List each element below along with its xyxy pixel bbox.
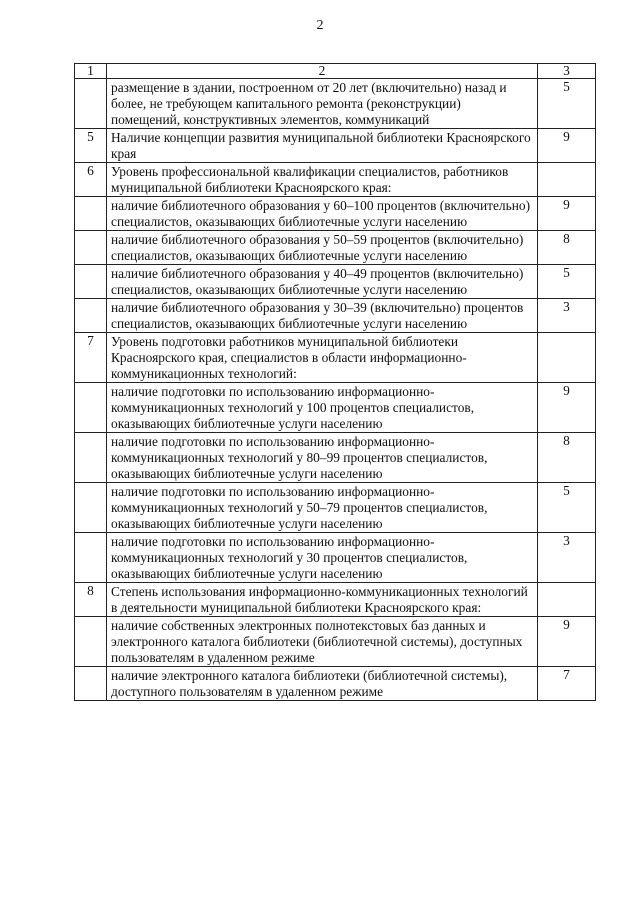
criterion-text-cell: наличие библиотечного образования у 40–49 процентов (включительно) специалистов, оказывающих библиотечные услуги населению bbox=[107, 265, 538, 299]
score-cell bbox=[538, 163, 596, 197]
score-cell bbox=[538, 333, 596, 383]
score-cell: 5 bbox=[538, 265, 596, 299]
row-number-cell bbox=[75, 79, 107, 129]
table-row bbox=[75, 583, 596, 617]
page-number: 2 bbox=[316, 18, 324, 33]
criterion-text-cell: Уровень профессиональной квалификации специалистов, работников муниципальной библиотеки Красноярского края: bbox=[107, 163, 538, 197]
table-row bbox=[75, 333, 596, 383]
row-number-cell bbox=[75, 231, 107, 265]
table-header-row bbox=[75, 64, 596, 79]
table-row bbox=[75, 231, 596, 265]
criterion-text-cell: наличие подготовки по использованию информационно-коммуникационных технологий у 50–79 процентов специалистов, оказывающих библиотечные услуги населению bbox=[107, 483, 538, 533]
row-number-cell bbox=[75, 265, 107, 299]
row-number-cell: 8 bbox=[75, 583, 107, 617]
table-row bbox=[75, 265, 596, 299]
table-row bbox=[75, 383, 596, 433]
criterion-text-cell: наличие подготовки по использованию информационно-коммуникационных технологий у 80–99 процентов специалистов, оказывающих библиотечные услуги населению bbox=[107, 433, 538, 483]
criterion-text-cell: наличие электронного каталога библиотеки (библиотечной системы), доступного пользователям в удаленном режиме bbox=[107, 667, 538, 701]
criterion-text-cell: наличие собственных электронных полнотекстовых баз данных и электронного каталога библиотеки (библиотечной системы), доступных пользователям в удаленном режиме bbox=[107, 617, 538, 667]
score-cell: 9 bbox=[538, 129, 596, 163]
criterion-text-cell: наличие подготовки по использованию информационно-коммуникационных технологий у 100 процентов специалистов, оказывающих библиотечные услуги населению bbox=[107, 383, 538, 433]
row-number-cell bbox=[75, 483, 107, 533]
header-col-number: 1 bbox=[75, 64, 107, 79]
table-row bbox=[75, 533, 596, 583]
criterion-text-cell: Степень использования информационно-коммуникационных технологий в деятельности муниципальной библиотеки Красноярского края: bbox=[107, 583, 538, 617]
score-cell: 8 bbox=[538, 231, 596, 265]
row-number-cell bbox=[75, 383, 107, 433]
table-row bbox=[75, 299, 596, 333]
score-cell bbox=[538, 583, 596, 617]
score-cell: 8 bbox=[538, 433, 596, 483]
criterion-text-cell: Уровень подготовки работников муниципальной библиотеки Красноярского края, специалистов в области информационно-коммуникационных технологий: bbox=[107, 333, 538, 383]
score-cell: 5 bbox=[538, 483, 596, 533]
score-cell: 3 bbox=[538, 533, 596, 583]
header-col-criterion: 2 bbox=[107, 64, 538, 79]
criteria-table bbox=[74, 63, 596, 701]
table-row bbox=[75, 617, 596, 667]
row-number-cell bbox=[75, 667, 107, 701]
row-number-cell bbox=[75, 197, 107, 231]
criterion-text-cell: наличие подготовки по использованию информационно-коммуникационных технологий у 30 процентов специалистов, оказывающих библиотечные услуги населению bbox=[107, 533, 538, 583]
criterion-text-cell: размещение в здании, построенном от 20 лет (включительно) назад и более, не требующем капитального ремонта (реконструкции) помещений, конструктивных элементов, коммуникаций bbox=[107, 79, 538, 129]
row-number-cell bbox=[75, 533, 107, 583]
score-cell: 9 bbox=[538, 617, 596, 667]
criterion-text-cell: Наличие концепции развития муниципальной библиотеки Красноярского края bbox=[107, 129, 538, 163]
criterion-text-cell: наличие библиотечного образования у 30–39 (включительно) процентов специалистов, оказывающих библиотечные услуги населению bbox=[107, 299, 538, 333]
table-row bbox=[75, 433, 596, 483]
table-row bbox=[75, 483, 596, 533]
criterion-text-cell: наличие библиотечного образования у 50–59 процентов (включительно) специалистов, оказывающих библиотечные услуги населению bbox=[107, 231, 538, 265]
score-cell: 9 bbox=[538, 197, 596, 231]
row-number-cell bbox=[75, 433, 107, 483]
score-cell: 7 bbox=[538, 667, 596, 701]
table-row bbox=[75, 163, 596, 197]
criterion-text-cell: наличие библиотечного образования у 60–100 процентов (включительно) специалистов, оказывающих библиотечные услуги населению bbox=[107, 197, 538, 231]
row-number-cell: 5 bbox=[75, 129, 107, 163]
table-row bbox=[75, 79, 596, 129]
table-row bbox=[75, 667, 596, 701]
row-number-cell: 7 bbox=[75, 333, 107, 383]
table-row bbox=[75, 129, 596, 163]
score-cell: 5 bbox=[538, 79, 596, 129]
row-number-cell bbox=[75, 299, 107, 333]
score-cell: 3 bbox=[538, 299, 596, 333]
row-number-cell: 6 bbox=[75, 163, 107, 197]
table-row bbox=[75, 197, 596, 231]
row-number-cell bbox=[75, 617, 107, 667]
header-col-score: 3 bbox=[538, 64, 596, 79]
score-cell: 9 bbox=[538, 383, 596, 433]
